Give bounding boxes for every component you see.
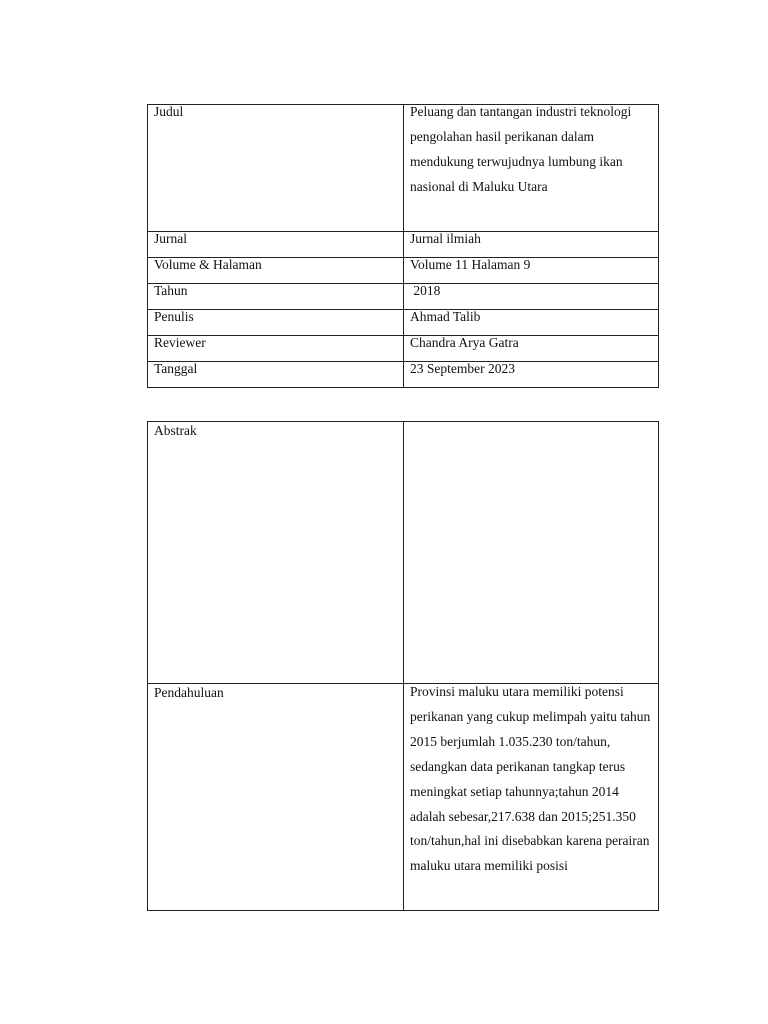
table-row [148,232,659,258]
value-cell [404,422,659,684]
judul-value: Peluang dan tantangan industri teknologi pengolahan hasil perikanan dalam mendukung terwujudnya lumbung ikan nasional di Maluku Utara [410,104,632,194]
table-row [148,362,659,388]
table-row [148,336,659,362]
penulis-label: Penulis [154,309,194,324]
table-row [148,422,659,684]
value-cell [404,336,659,362]
reviewer-label: Reviewer [154,335,206,350]
pendahuluan-label: Pendahuluan [154,685,224,700]
volume-label: Volume & Halaman [154,257,262,272]
jurnal-label: Jurnal [154,231,187,246]
tanggal-label: Tanggal [154,361,198,376]
label-cell [148,362,404,388]
judul-label: Judul [154,104,184,119]
reviewer-value: Chandra Arya Gatra [410,335,519,350]
value-cell [404,284,659,310]
value-cell [404,310,659,336]
table-row [148,310,659,336]
table-row [148,684,659,911]
penulis-value: Ahmad Talib [410,309,481,324]
tahun-value: 2018 [410,283,441,298]
table-row [148,105,659,232]
journal-info-table [147,104,659,388]
jurnal-value: Jurnal ilmiah [410,231,481,246]
value-cell [404,232,659,258]
pendahuluan-value: Provinsi maluku utara memiliki potensi perikanan yang cukup melimpah yaitu tahun 2015 berjumlah 1.035.230 ton/tahun, sedangkan data perikanan tangkap terus meningkat setiap tahunnya;tahun 2014 adalah sebesar,217.638 dan 2015;251.350 ton/tahun,hal ini disebabkan karena perairan maluku utara memiliki posisi [410,684,651,874]
abstrak-label: Abstrak [154,423,197,438]
label-cell [148,422,404,684]
review-content-table [147,421,659,911]
label-cell [148,258,404,284]
label-cell [148,310,404,336]
table-row [148,258,659,284]
label-cell [148,232,404,258]
label-cell [148,284,404,310]
tanggal-value: 23 September 2023 [410,361,515,376]
value-cell [404,258,659,284]
label-cell [148,105,404,232]
label-cell [148,336,404,362]
volume-value: Volume 11 Halaman 9 [410,257,531,272]
value-cell [404,684,659,911]
table-row [148,284,659,310]
tahun-label: Tahun [154,283,188,298]
label-cell [148,684,404,911]
value-cell [404,362,659,388]
value-cell [404,105,659,232]
